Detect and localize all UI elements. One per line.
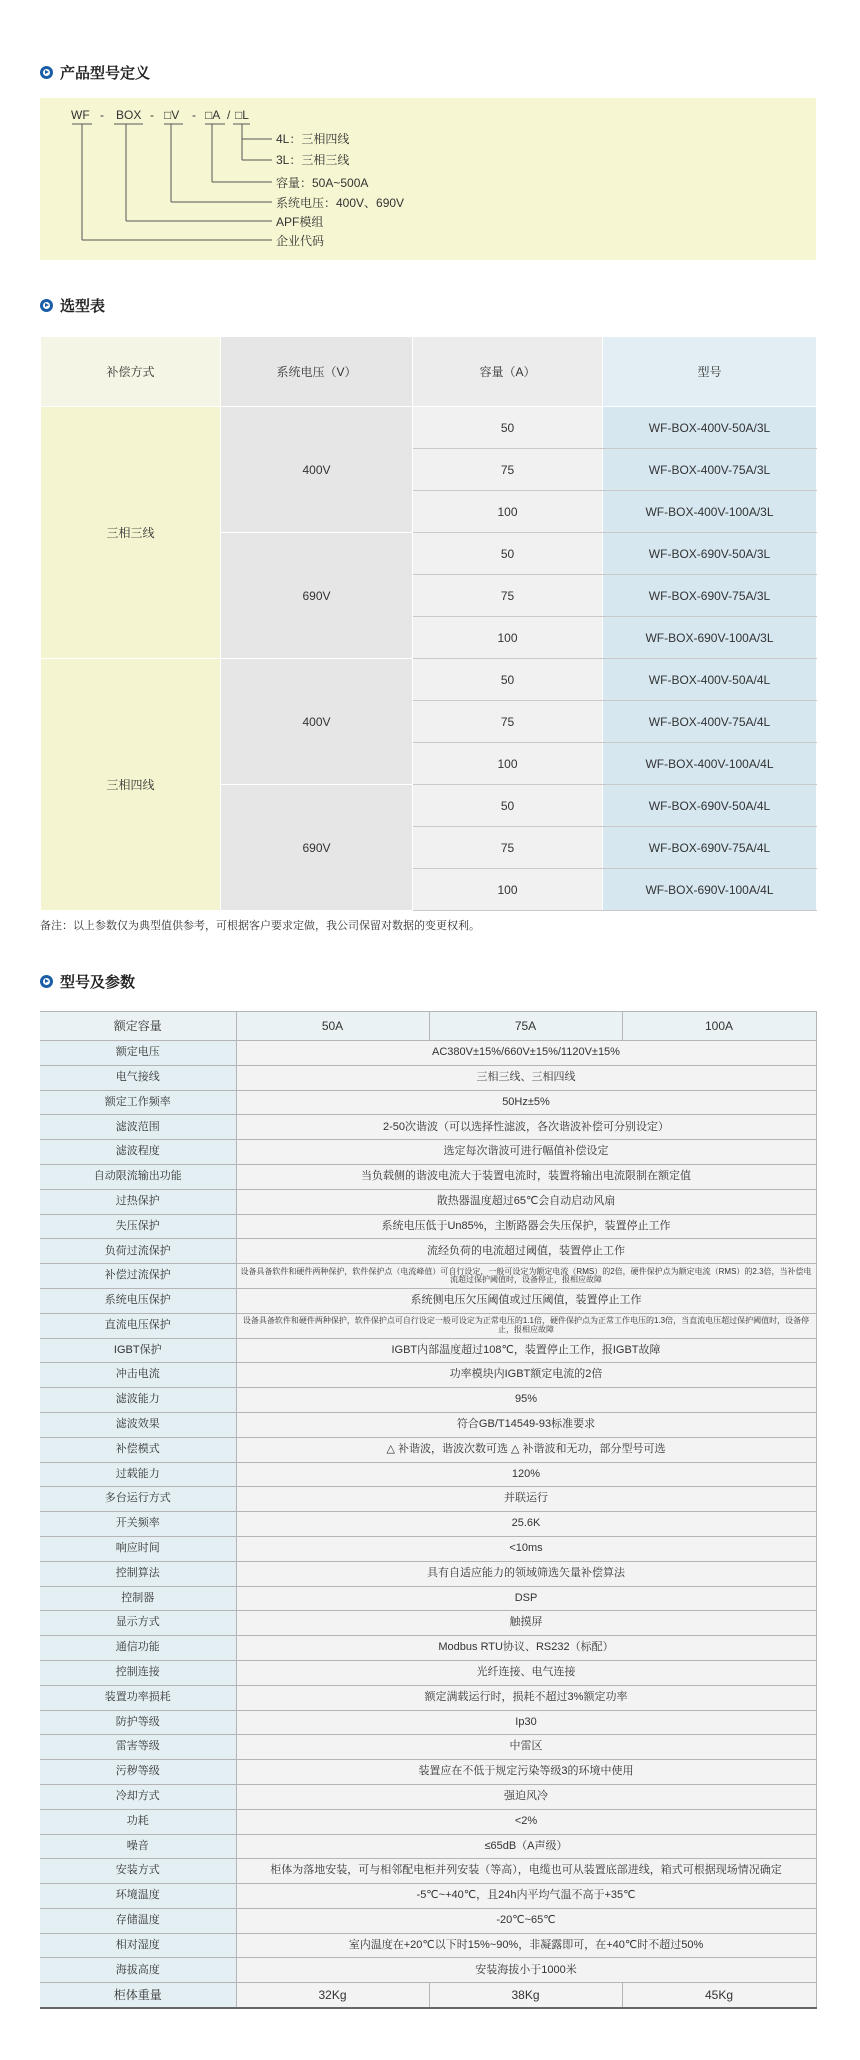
- table-row: [40, 1859, 816, 1884]
- model-cell: WF-BOX-400V-75A/3L: [603, 449, 817, 491]
- table-row: [40, 1338, 816, 1363]
- table-row: [40, 1140, 816, 1165]
- param-value: 柜体为落地安装，可与相邻配电柜并列安装（等高），电缆也可从装置底部进线，箱式可根据现场情况确定: [236, 1859, 816, 1884]
- section-title-selection: [40, 295, 105, 316]
- param-label: 污秽等级: [40, 1760, 236, 1785]
- param-label: 滤波程度: [40, 1140, 236, 1165]
- mode-cell: 三相三线: [41, 407, 221, 659]
- table-row: [40, 1611, 816, 1636]
- param-label: 直流电压保护: [40, 1313, 236, 1338]
- capacity-cell: 75: [413, 827, 603, 869]
- param-value: 2-50次谐波（可以选择性滤波，各次谐波补偿可分别设定）: [236, 1115, 816, 1140]
- code-part-line: □L: [235, 108, 249, 122]
- table-row: [40, 1958, 816, 1983]
- selection-header-row: [41, 337, 817, 407]
- chevron-circle-icon: [40, 66, 53, 79]
- param-value: 并联运行: [236, 1487, 816, 1512]
- table-row: [40, 1264, 816, 1289]
- weight-cell: 38Kg: [429, 1983, 622, 2008]
- param-value: 具有自适应能力的领域筛选矢量补偿算法: [236, 1561, 816, 1586]
- param-label: 失压保护: [40, 1214, 236, 1239]
- param-value: 120%: [236, 1462, 816, 1487]
- param-label: 存储温度: [40, 1908, 236, 1933]
- table-row: [40, 1536, 816, 1561]
- table-row: [40, 1189, 816, 1214]
- code-part-box: BOX: [116, 108, 142, 122]
- param-value: 设备具备软件和硬件两种保护，软件保护点（电流峰值）可自行设定，一般可设定为额定电流（RMS）的2倍，硬件保护点为额定电流（RMS）的2.3倍，当补偿电流超过保护阈值时，设备停止，报相应故障: [236, 1264, 816, 1289]
- table-row: [40, 1214, 816, 1239]
- model-cell: WF-BOX-690V-75A/4L: [603, 827, 817, 869]
- table-row: [40, 1412, 816, 1437]
- table-row: [40, 1164, 816, 1189]
- model-definition-box: [40, 98, 816, 260]
- table-row: [40, 1065, 816, 1090]
- param-label: 装置功率损耗: [40, 1685, 236, 1710]
- mode-cell: 三相四线: [41, 659, 221, 911]
- header-cell: 75A: [429, 1012, 622, 1041]
- param-label: 海拔高度: [40, 1958, 236, 1983]
- param-label: IGBT保护: [40, 1338, 236, 1363]
- table-row: [40, 1884, 816, 1909]
- table-row: [40, 1487, 816, 1512]
- model-cell: WF-BOX-400V-50A/3L: [603, 407, 817, 449]
- param-label: 安装方式: [40, 1859, 236, 1884]
- param-value: 三相三线、三相四线: [236, 1065, 816, 1090]
- capacity-cell: 100: [413, 743, 603, 785]
- param-value: -5℃~+40℃，且24h内平均气温不高于+35℃: [236, 1884, 816, 1909]
- header-cell: 额定容量: [40, 1012, 236, 1041]
- param-label: 冲击电流: [40, 1363, 236, 1388]
- table-row: [40, 1710, 816, 1735]
- param-label: 通信功能: [40, 1636, 236, 1661]
- param-label: 滤波效果: [40, 1412, 236, 1437]
- table-row: [40, 1809, 816, 1834]
- param-value: <10ms: [236, 1536, 816, 1561]
- table-row: [40, 1685, 816, 1710]
- voltage-cell: 400V: [221, 407, 413, 533]
- param-label: 控制算法: [40, 1561, 236, 1586]
- def-line-voltage: 系统电压：400V、690V: [276, 196, 405, 210]
- param-label: 功耗: [40, 1809, 236, 1834]
- table-row: [40, 1760, 816, 1785]
- table-row: [40, 1388, 816, 1413]
- param-label: 控制器: [40, 1586, 236, 1611]
- param-label: 滤波范围: [40, 1115, 236, 1140]
- model-cell: WF-BOX-400V-100A/3L: [603, 491, 817, 533]
- weight-cell: 32Kg: [236, 1983, 429, 2008]
- param-value: 安装海拔小于1000米: [236, 1958, 816, 1983]
- param-value: 系统侧电压欠压阈值或过压阈值，装置停止工作: [236, 1288, 816, 1313]
- table-row: [40, 1834, 816, 1859]
- model-cell: WF-BOX-400V-50A/4L: [603, 659, 817, 701]
- header-cell: 50A: [236, 1012, 429, 1041]
- table-row: [40, 1660, 816, 1685]
- code-part-wf: WF: [71, 108, 90, 122]
- capacity-cell: 50: [413, 659, 603, 701]
- def-line-capacity: 容量：50A~500A: [276, 176, 369, 190]
- table-row: [40, 1288, 816, 1313]
- capacity-cell: 100: [413, 869, 603, 911]
- param-value: 中雷区: [236, 1735, 816, 1760]
- capacity-cell: 75: [413, 449, 603, 491]
- param-label: 多台运行方式: [40, 1487, 236, 1512]
- param-value: 设备具备软件和硬件两种保护，软件保护点可自行设定一般可设定为正常电压的1.1倍，硬件保护点为正常工作电压的1.3倍，当直流电压超过保护阈值时，设备停止，报相应故障: [236, 1313, 816, 1338]
- def-line-company: 企业代码: [276, 234, 325, 248]
- voltage-cell: 690V: [221, 785, 413, 911]
- param-value: 25.6K: [236, 1512, 816, 1537]
- table-row: [40, 1735, 816, 1760]
- param-value: 系统电压低于Un85%，主断路器会失压保护，装置停止工作: [236, 1214, 816, 1239]
- section-title-text: 选型表: [60, 298, 106, 315]
- param-label: 响应时间: [40, 1536, 236, 1561]
- param-value: AC380V±15%/660V±15%/1120V±15%: [236, 1041, 816, 1066]
- chevron-circle-icon: [40, 299, 53, 312]
- param-label: 环境温度: [40, 1884, 236, 1909]
- param-value: 额定满载运行时，损耗不超过3%额定功率: [236, 1685, 816, 1710]
- params-footer-row: [40, 1983, 816, 2008]
- param-value: 室内温度在+20℃以下时15%~90%，非凝露即可，在+40℃时不超过50%: [236, 1933, 816, 1958]
- table-row: [40, 1041, 816, 1066]
- capacity-cell: 75: [413, 575, 603, 617]
- params-table: [40, 1011, 817, 2009]
- table-row: [40, 1313, 816, 1338]
- table-row: [40, 1784, 816, 1809]
- param-value: 符合GB/T14549-93标准要求: [236, 1412, 816, 1437]
- section-title-definition: [40, 62, 150, 83]
- header-cell: 100A: [622, 1012, 816, 1041]
- capacity-cell: 50: [413, 407, 603, 449]
- param-label: 补偿模式: [40, 1437, 236, 1462]
- table-row: [41, 407, 817, 449]
- table-row: [40, 1933, 816, 1958]
- capacity-cell: 50: [413, 533, 603, 575]
- param-value: <2%: [236, 1809, 816, 1834]
- param-value: 触摸屏: [236, 1611, 816, 1636]
- table-row: [40, 1636, 816, 1661]
- param-label: 额定工作频率: [40, 1090, 236, 1115]
- param-value: DSP: [236, 1586, 816, 1611]
- param-value: Modbus RTU协议、RS232（标配）: [236, 1636, 816, 1661]
- code-part-sep: -: [100, 108, 104, 122]
- param-label: 控制连接: [40, 1660, 236, 1685]
- param-label: 过载能力: [40, 1462, 236, 1487]
- param-value: -20℃~65℃: [236, 1908, 816, 1933]
- model-cell: WF-BOX-400V-75A/4L: [603, 701, 817, 743]
- param-value: △ 补谐波，谐波次数可选 △ 补谐波和无功，部分型号可选: [236, 1437, 816, 1462]
- param-value: ≤65dB（A声级）: [236, 1834, 816, 1859]
- model-cell: WF-BOX-690V-100A/4L: [603, 869, 817, 911]
- capacity-cell: 100: [413, 617, 603, 659]
- param-value: 95%: [236, 1388, 816, 1413]
- param-label: 系统电压保护: [40, 1288, 236, 1313]
- table-row: [40, 1908, 816, 1933]
- param-value: 装置应在不低于规定污染等级3的环境中使用: [236, 1760, 816, 1785]
- param-label: 相对湿度: [40, 1933, 236, 1958]
- param-value: 流经负荷的电流超过阈值，装置停止工作: [236, 1239, 816, 1264]
- param-label: 雷害等级: [40, 1735, 236, 1760]
- model-cell: WF-BOX-400V-100A/4L: [603, 743, 817, 785]
- param-label: 防护等级: [40, 1710, 236, 1735]
- code-part-capacity: □A: [205, 108, 221, 122]
- header-cell: 容量（A）: [413, 337, 603, 407]
- model-cell: WF-BOX-690V-75A/3L: [603, 575, 817, 617]
- model-cell: WF-BOX-690V-50A/3L: [603, 533, 817, 575]
- code-part-slash: /: [227, 108, 231, 122]
- params-header-row: [40, 1012, 816, 1041]
- capacity-cell: 75: [413, 701, 603, 743]
- param-label: 柜体重量: [40, 1983, 236, 2008]
- param-label: 额定电压: [40, 1041, 236, 1066]
- table-row: [40, 1561, 816, 1586]
- def-line-4l: 4L：三相四线: [276, 132, 350, 146]
- param-label: 显示方式: [40, 1611, 236, 1636]
- param-label: 滤波能力: [40, 1388, 236, 1413]
- param-value: Ip30: [236, 1710, 816, 1735]
- code-part-sep: -: [192, 108, 196, 122]
- table-row: [40, 1462, 816, 1487]
- param-value: 当负载侧的谐波电流大于装置电流时，装置将输出电流限制在额定值: [236, 1164, 816, 1189]
- table-row: [40, 1363, 816, 1388]
- model-code-diagram: [40, 98, 816, 260]
- param-label: 自动限流输出功能: [40, 1164, 236, 1189]
- section-title-params: [40, 971, 135, 992]
- section-title-text: 产品型号定义: [60, 65, 151, 82]
- param-label: 补偿过流保护: [40, 1264, 236, 1289]
- def-line-3l: 3L：三相三线: [276, 153, 350, 167]
- param-value: 光纤连接、电气连接: [236, 1660, 816, 1685]
- code-part-sep: -: [150, 108, 154, 122]
- header-cell: 型号: [603, 337, 817, 407]
- capacity-cell: 100: [413, 491, 603, 533]
- voltage-cell: 400V: [221, 659, 413, 785]
- table-row: [40, 1090, 816, 1115]
- param-label: 过热保护: [40, 1189, 236, 1214]
- model-cell: WF-BOX-690V-100A/3L: [603, 617, 817, 659]
- selection-table: [40, 336, 817, 911]
- param-label: 电气接线: [40, 1065, 236, 1090]
- param-value: 选定每次谐波可进行幅值补偿设定: [236, 1140, 816, 1165]
- param-value: 功率模块内IGBT额定电流的2倍: [236, 1363, 816, 1388]
- param-label: 负荷过流保护: [40, 1239, 236, 1264]
- capacity-cell: 50: [413, 785, 603, 827]
- table-row: [40, 1115, 816, 1140]
- weight-cell: 45Kg: [622, 1983, 816, 2008]
- param-label: 开关频率: [40, 1512, 236, 1537]
- header-cell: 补偿方式: [41, 337, 221, 407]
- param-value: 50Hz±5%: [236, 1090, 816, 1115]
- chevron-circle-icon: [40, 975, 53, 988]
- code-part-voltage: □V: [164, 108, 180, 122]
- model-cell: WF-BOX-690V-50A/4L: [603, 785, 817, 827]
- section-title-text: 型号及参数: [60, 974, 136, 991]
- header-cell: 系统电压（V）: [221, 337, 413, 407]
- param-value: IGBT内部温度超过108℃，装置停止工作，报IGBT故障: [236, 1338, 816, 1363]
- table-row: [40, 1437, 816, 1462]
- table-row: [40, 1239, 816, 1264]
- table-row: [40, 1586, 816, 1611]
- table-row: [41, 659, 817, 701]
- voltage-cell: 690V: [221, 533, 413, 659]
- param-value: 强迫风冷: [236, 1784, 816, 1809]
- table-row: [40, 1512, 816, 1537]
- param-value: 散热器温度超过65℃会自动启动风扇: [236, 1189, 816, 1214]
- param-label: 冷却方式: [40, 1784, 236, 1809]
- param-label: 噪音: [40, 1834, 236, 1859]
- note-text: 备注：以上参数仅为典型值供参考，可根据客户要求定做，我公司保留对数据的变更权利。: [40, 920, 480, 932]
- def-line-apf: APF模组: [276, 215, 324, 229]
